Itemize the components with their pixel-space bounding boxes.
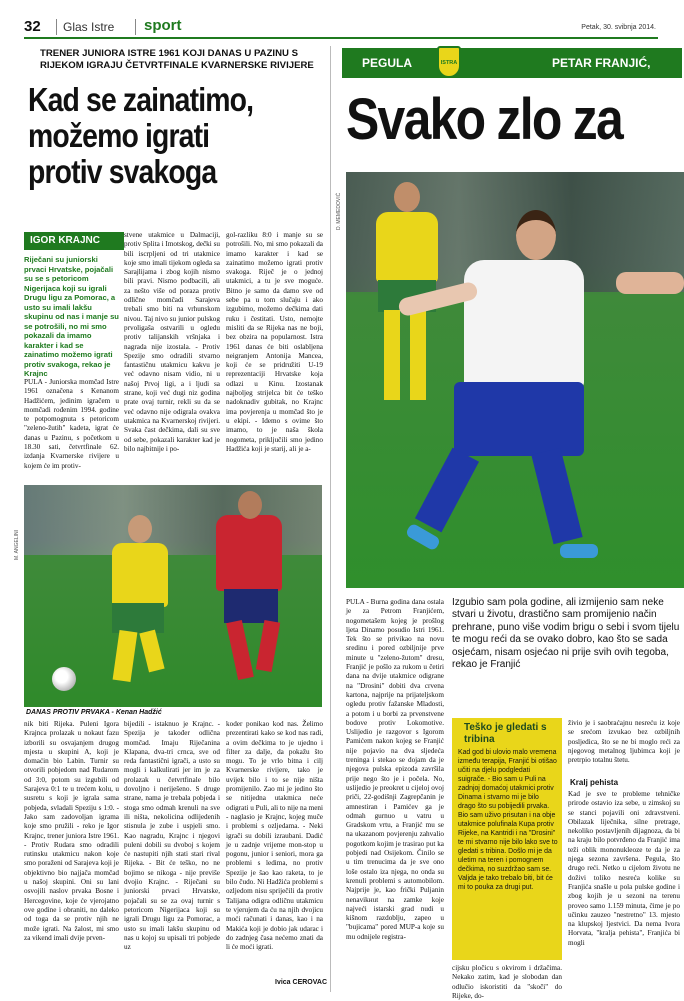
player-yellow-head — [128, 515, 152, 543]
right-col4-subhead: Kralj pehista — [570, 778, 619, 787]
info-box-text: Kad god bi ulovio malo vremena između terapija, Franjić bi otišao učiti na djelu podgledati suigrače. - Bio sam u Puli na zadnjoj domaćoj utakmici protiv Dinama i stvarno mi je bilo drago što su pobijedili prvaka. Bio sam uživo prisutan i na obje utakmice polufinala Kupa protiv Rijeke, na Kantridi i na "Drosini" te mi stvarno nije bilo lako sve to gledati s tribina. Došlo mi je da uletim na teren i pomognem dečkima, no suzdržao sam se. Valjda je tako trebalo biti, bit će mi to pouka za drugi put. — [458, 749, 558, 891]
header-divider-2 — [135, 19, 136, 35]
left-signature: Ivica CEROVAC — [275, 979, 327, 986]
author-name: IGOR KRAJNC — [30, 235, 101, 246]
right-col3-bottom: cijsku pločicu s okvirom i držačima. Nekako zatim, kad je slobodan dan odlučio iskoristiti da "skoči" do Rijeke, do- — [452, 964, 562, 1000]
left-col3: gol-razliku 8:0 i manje su se potrošili. No, mi smo pokazali da imamo karakter i kad se zainatimo možemo igrati protiv svakoga. Riječ je o jednoj utakmici, a tu je sve moguće. Bitno je samo da damo sve od sebe pa u tom slučaju i ako izgubimo, možemo dečkima dati ruku i čestitati. Usto, nemojte misliti da se Rijeka nas ne boji, bez obzira na popularnost. Istra 1961 danas će biti oslabljena neigranjem Antonija Mancea, koji će se pridružiti U-19 reprezentaciji Hrvatske koja odlazi u Kinu. Izostanak najboljeg strijelca bit će teško nadoknadiv gubitak, no Krajnc ima povjerenja u momčad što je u ekipi. - Idemo s ovime što imamo, to je naša škola nogometa, priključili smo jedino Hadžića koji je starij, ali je a- — [226, 231, 323, 453]
left-pull-quote: Riječani su juniorski prvaci Hrvatske, pojačali su se s petoricom Nigerijaca koji su igrali Drugu ligu za Pomorac, a usto su imali lakšu skupinu od nas i manje su se potrošili, no mi smo pokazali da imamo karakter i kad se zainatimo možemo igrati protiv svakoga, rekao je Krajnc — [24, 255, 119, 378]
left-kicker: TRENER JUNIORA ISTRE 1961 KOJI DANAS U PAZINU S RIJEKOM IGRAJU ČETVRTFINALE KVARNERSKE RIVIJERE — [40, 48, 314, 71]
main-player-boot-right — [560, 544, 598, 558]
author-tag — [24, 232, 124, 250]
left-photo-caption: DANAS PROTIV PRVAKA - Kenan Hadžić — [26, 709, 162, 716]
header-rule — [24, 37, 658, 39]
right-pull-quote: Izgubio sam pola godine, ali izmijenio sam neke stvari u životu, drastično sam promijenio način prehrane, puno više vodim brigu o sebi i svom tijelu te mogu reći da se ovako dobro, kao što se sada osjećam, nisam osjećao ni prije svih ovih tegoba, rekao je Franjić — [452, 597, 680, 671]
bg-player-legs-2 — [410, 310, 426, 400]
right-photo-player — [346, 172, 684, 588]
issue-date: Petak, 30. svibnja 2014. — [581, 24, 656, 31]
header-divider — [56, 19, 57, 35]
club-logo — [437, 46, 461, 78]
player-red-legs — [226, 620, 254, 680]
main-player-head — [516, 210, 556, 260]
main-player-shorts — [454, 382, 584, 456]
right-photo-credit: D. MEMEDOVIĆ — [336, 192, 342, 230]
paper-name: Glas Istre — [63, 20, 115, 34]
right-col4-top: živio je i saobraćajnu nesreću iz koje se srećom izvukao bez ozbiljnih posljedica, što se ne bi moglo reći za njegovog metalnog ljubimca koji je pretrpio totalnu štetu. — [568, 719, 680, 765]
main-player-leg-right — [531, 448, 582, 545]
page-number: 32 — [24, 18, 41, 35]
player-yellow-legs-2 — [139, 630, 164, 673]
player-red-legs-2 — [256, 620, 280, 672]
player-yellow-torso — [112, 543, 168, 607]
pegula-tag: PEGULA — [362, 56, 413, 70]
bg-player-head — [394, 182, 420, 212]
player-yellow-legs — [113, 630, 138, 682]
hand-right-edge — [616, 272, 684, 294]
page-divider — [330, 46, 331, 992]
right-col4-text: Kad je sve te probleme tehničke prirode ostavio iza sebe, u zimskoj su se stanci pojavili oni zdravstveni. Obilazak liječnika, silne pretrage, nekoliko postavljenih dijagnoza, da bi na kraju bilo potvrđeno da Franjić ima teži oblik mononukleoze te da je za njega sezona završena. Pegula, što drugo reći. Netko u cijelom životu ne doživi toliko nesreća kolike su Franjića snašle u pola pulske godine i zbog kojih je u sezoni na terenu proveo samo 1.159 minuta, čime je po učinku zauzeo "nestretno" 13. mjesto na klupskoj ljestvici. Da nema Ivora Horvata, "kralja pehista", Franjića bi mogli — [568, 790, 680, 947]
player-red-torso — [216, 515, 282, 591]
left-photo-football — [24, 485, 322, 707]
left-bottom-col2: bijedili - istaknuo je Krajnc. - Spezija je također odlična momčad. Imaju Riječanina Klapana, dva-tri crnca, sve od reda fantastični igrači, a usto su mogli i kalkulirati jer im je za prolazak u četvrtfinale bilo dovoljno i neriješeno. S druge strane, nama je trebala pobjeda i stoga smo odmah krenuli na sve ili ništa, nekolicina odlijedenih stisnula je zube i uspjeli smo. Kao nagradu, Krajnc i njegovi puleni dobili su dvoboj s kojem će nastupiti njih stati stari rival Rijeka. - Bit će teško, no ne bojimo se nikoga - nije previše dvojio Krajnc. - Riječani su juniorski prvaci Hrvatske, pojačali su se za ovaj turnir s petoricom Nigerijaca koji su igrali Drugu ligu za Pomorac, a usto su imali lakšu skupinu od nas u kojoj su upisali tri pobjede uz — [124, 720, 220, 952]
left-col2: stvene utakmice u Dalmaciji, protiv Splita i Imotskog, dečki su bili iscrpljeni od tri utakmice koje smo imali tijekom ogleda sa Sarajlijama i zbog kojih nismo bili pravi. Nismo podbacili, ali za nešto više od poraza protiv odlične momčadi Sarajeva trebali smo biti na vrhunskom nivou. Taj nivo su junior pulskog prvoligaša ostvarili u ogledu protiv talijanskih vršnjaka i nagrada nije izostala. - Protiv Spezije smo odradili stvarno fantastičnu utakmicu kakvu je već odavno nisam vidio, ni u našoj Prvoj ligi, a i ljudi sa strane, koji već dugi niz godina prate ovaj turnir, rekli su da se već odavno nije odigrala ovakva utakmica na Kvarnerskoj rivijeri. Svaka čast dečkima, dali su sve od sebe, pokazali karakter kad je bilo najbitnije i po- — [124, 231, 220, 453]
player-red-head — [238, 491, 262, 519]
left-photo-credit: M. ANGELINI — [14, 529, 20, 560]
left-bottom-col3: koder ponikao kod nas. Želimo prezentirati kako se kod nas radi, a ovim dečkima to je ujedno i filter za dalje, da pokažu što mogu. To je vrlo bitna i cilj Kvarnerske rivijere, tako je uvijek bilo i to se nije ništa promijenilo. Zao mi je jedino što se nitijedna utakmica neće odigrati u Puli, ali to nije na meni - naglasio je Krajnc, kojeg muče i problemi s ozljedama. - Neki igrači su dobili izraubani. Dadić je u zadnje vrijeme mon-stop u pogonu, junior i seniori, mora ga problemi s ledima, no protiv Spezije je šao kao raketa, to je bilo čudo. Ni Hadžića problemi s ozljedom nisu spriječili da protiv Talijana odigra odličnu utakmicu te vjerujem da ću na njih dvojicu moći računati i danas, kao i na Makića koji je dobio jak udarac i do zadnjeg časa nećemo znati da li će moći igrati. — [226, 720, 323, 952]
main-player-leg-left — [415, 448, 479, 533]
left-bottom-col1: nik biti Rijeka. Puleni Igora Krajnca prolazak u nokaut fazu izborili su osvajanjem drugog mjesta u skupini A, koji je domaćin bio Labin. Turnir su otvorili pobjedom nad Rudarom od 3:0, potom su izgubili od Sarajeva 0:1 te u trećem kolu, u susretu s koji je igrala sama pobjeda, svladali Speziju s 1:0. - Jako sam zadovoljan igrama koje smo pružili - reko je Igor Krajnc, trener juniora Istre 1961. - Protiv Rudara smo odradili rutinsku utakmicu nakon koje smo poraženi od Sarajeva koji je objektivno bio najjača momčad u našoj skupini. Oni su lani osvojili naslov prvaka Bosne i Hercegovine, koje će vjerojatno ove godine i obraniti, no daleko od toga da se protiv njih ne može igrati. Na žalost, mi smo za vikend imali dvije prven- — [24, 720, 119, 942]
page-header — [0, 0, 684, 38]
club-logo-text: ISTRA — [440, 60, 458, 66]
name-tag: PETAR FRANJIĆ, — [552, 56, 651, 70]
bg-player-legs — [384, 310, 400, 400]
bg-player-torso — [376, 212, 438, 282]
main-player-torso — [464, 260, 584, 390]
right-col1: PULA - Burna godina dana ostala je za Petrom Franjićem, nogometašem kojeg je prošlog ljeta Dinamo posudio Istri 1961. Tek što se privikao na novu sredinu i pored ozbiljnije prve minute u "zeleno-žutom" dresu, Franjić je pošlo za rukom u četiri dana na dvije utakmice odigrane na "Drosini" dobiti dva crvena kartona, najprije na prijateljskom ogledu protiv fažanske Mladosti, a potom i u borbi za prvenstvene bodove protiv Lokomotive. Uslijedio je razgovor s Igorom Pamićem nakon kojeg se Franjić nije pojavio na dva sljedeća treninga i stekao se dojam da je njegova pulska epizoda završila prije nego što je i počela. No, uslijedio je preokret u cijeloj ovoj priči, 22-godišnji Zagrepčanin je amnestiran i Pamićev ga je odmah gurnuo u vatru u Gradskom vrtu, a Franjić mu se na ukazanom povjerenju zahvalio pogotkom kojim je trasirao put ka pobjedi nad Osijekom. Činilo se u tim trenucima da je sve ono loše ostalo iza njega, no onda su krenuli problemi s automobilom. Najprije je, kao frički Puljanin nenavikнut na zamke koje najveći istarski grad nudi u kišnom razdoblju, zapeo u "bujicama" porеd MUP-a koje su mu odnijele registra- — [346, 598, 444, 941]
player-red-shorts — [224, 589, 278, 623]
info-box-title: Teško je gledati s tribina — [464, 722, 547, 745]
football-ball — [52, 667, 76, 691]
right-headline: Svako zlo za — [346, 87, 622, 152]
left-col1: PULA - Juniorska momčad Istre 1961 označena s Kenanom Hadžićem, jedinim igračem u momčadi rođenim 1994. godine te potpomognuta s petoricom "zeleno-žutih" kadeta, igrat će danas u Pazinu, s početkom u 18.30 sati, četvrtfinale 62. izdanja Kvarnerske rivijere u kojem će im protiv- — [24, 378, 119, 470]
section-label: sport — [144, 17, 182, 34]
player-yellow-shorts — [112, 603, 164, 633]
left-headline: Kad se zainatimo, možemo igrati protiv svakoga — [28, 81, 254, 190]
